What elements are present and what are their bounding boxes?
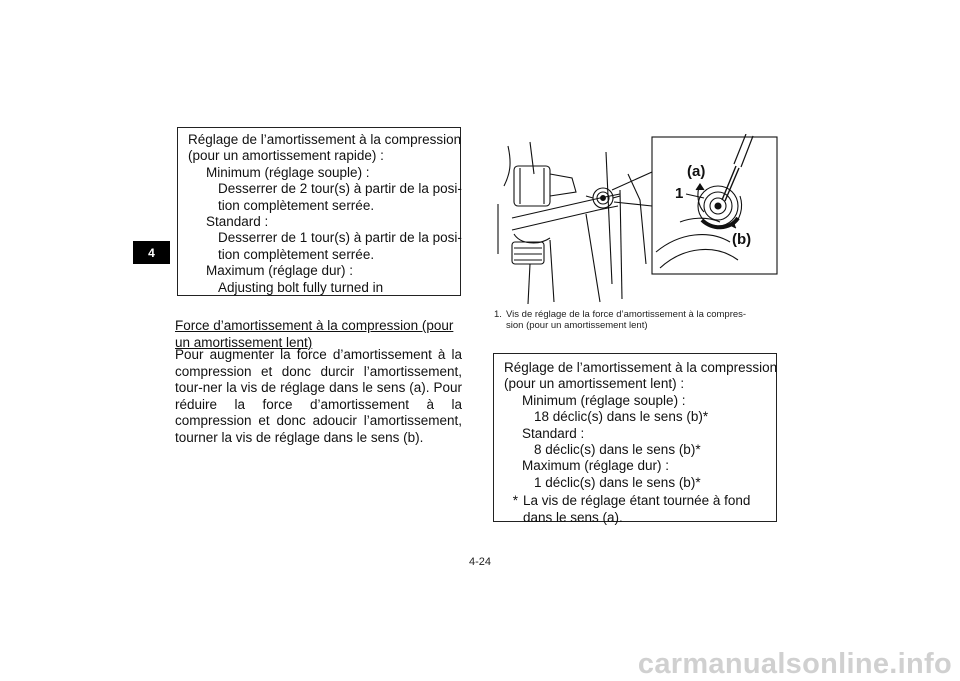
spec-min-label: Minimum (réglage souple) : [206,164,370,180]
spec-min-label: Minimum (réglage souple) : [522,392,686,408]
spec-title: Réglage de l’amortissement à la compression [504,360,778,375]
spec-max-value: Adjusting bolt fully turned in [218,279,384,295]
footnote-star: * [512,493,518,509]
footnote-text: La vis de réglage étant tournée à fond dans le sens (a). [523,493,751,525]
damper-adjuster-illustration [490,134,780,304]
spec-std-label: Standard : [522,425,585,441]
spec-std-value: Desserrer de 1 tour(s) à partir de la posi- [218,230,462,246]
spec-min-value: 18 déclic(s) dans le sens (b)* [534,409,709,425]
label-a: (a) [687,163,706,180]
callout-1: 1 [675,185,684,202]
spec-min-value: Desserrer de 2 tour(s) à partir de la posi- [218,181,462,197]
label-b: (b) [732,231,752,248]
page-number: 4-24 [468,556,492,568]
caption-line: Vis de réglage de la force d’amortissement à la compres- [506,309,747,320]
spec-max-value: 1 déclic(s) dans le sens (b)* [534,474,701,490]
section-heading: Force d’amortissement à la compression (pour un amortissement lent) [175,318,454,350]
spec-min-value-cont: tion complètement serrée. [218,197,375,213]
spec-std-value: 8 déclic(s) dans le sens (b)* [534,442,701,458]
chapter-tab: 4 [133,241,170,264]
spec-title: Réglage de l’amortissement à la compression [188,132,462,147]
spec-subtitle: (pour un amortissement rapide) : [188,148,384,164]
spec-std-value-cont: tion complètement serrée. [218,246,375,262]
spec-box-rapid-compression [177,127,461,296]
spec-std-label: Standard : [206,214,269,230]
caption-number: 1. [494,309,502,320]
caption-line-cont: sion (pour un amortissement lent) [506,320,648,331]
watermark: carmanualsonline.info [637,648,952,680]
spec-max-label: Maximum (réglage dur) : [522,458,670,474]
spec-max-label: Maximum (réglage dur) : [206,263,354,279]
spec-subtitle: (pour un amortissement lent) : [504,376,685,392]
figure-caption [494,309,778,331]
spec-box-slow-compression [493,353,778,525]
spec-footnote [504,493,766,526]
body-paragraph: Pour augmenter la force d’amortissement à la compression et donc durcir l’amortissement, tour-ner la vis de réglage dans le sens (a). Pour réduire la force d’amortissement à la compression et donc adoucir l’amortissement, tourner la vis de réglage dans le sens (b). [175,347,462,445]
